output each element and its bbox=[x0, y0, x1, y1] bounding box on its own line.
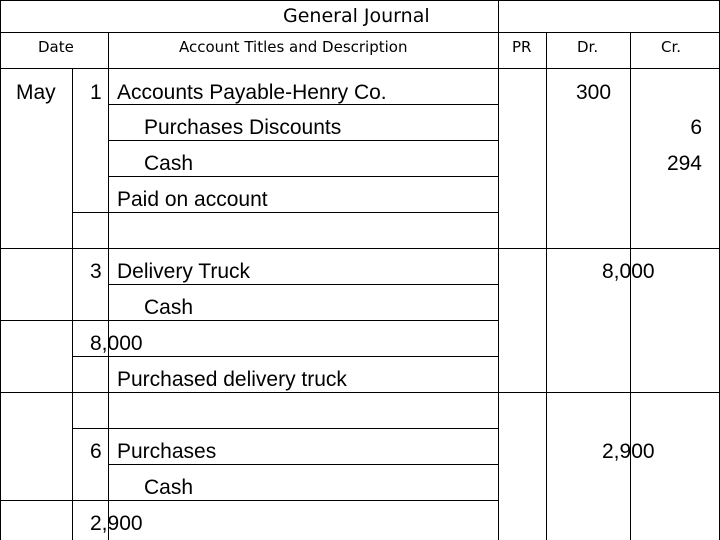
credit-account: Cash bbox=[144, 296, 194, 319]
credit-amount: 2,900 bbox=[90, 512, 143, 535]
entry-description: Paid on account bbox=[117, 188, 268, 211]
debit-account: Accounts Payable-Henry Co. bbox=[117, 81, 387, 104]
credit-amount: 6 bbox=[690, 116, 702, 139]
grid-line bbox=[546, 32, 547, 540]
entry-description: Purchased delivery truck bbox=[117, 368, 347, 391]
debit-amount: 300 bbox=[576, 81, 612, 104]
credit-account: Cash bbox=[144, 152, 194, 175]
entry-day: 6 bbox=[90, 440, 102, 463]
grid-line bbox=[108, 464, 498, 465]
grid-line bbox=[498, 0, 499, 540]
grid-line bbox=[108, 284, 498, 285]
journal-title: General Journal bbox=[283, 5, 430, 27]
entry-day: 1 bbox=[90, 81, 102, 104]
grid-line bbox=[0, 320, 498, 321]
debit-column-header: Dr. bbox=[577, 38, 599, 56]
grid-line bbox=[108, 32, 109, 540]
grid-line bbox=[72, 428, 498, 429]
debit-account: Delivery Truck bbox=[117, 260, 251, 283]
grid-line bbox=[72, 356, 498, 357]
month-label: May bbox=[16, 81, 56, 104]
pr-column-header: PR bbox=[512, 38, 532, 56]
grid-line bbox=[108, 140, 498, 141]
grid-line bbox=[630, 32, 631, 540]
credit-amount: 8,000 bbox=[90, 332, 143, 355]
credit-column-header: Cr. bbox=[661, 38, 682, 56]
entry-day: 3 bbox=[90, 260, 102, 283]
grid-line bbox=[0, 0, 1, 540]
credit-account: Purchases Discounts bbox=[144, 116, 342, 139]
debit-amount: 2,900 bbox=[602, 440, 655, 463]
credit-account: Cash bbox=[144, 476, 194, 499]
grid-line bbox=[0, 0, 720, 1]
grid-line bbox=[72, 212, 498, 213]
account-column-header: Account Titles and Description bbox=[179, 38, 408, 56]
grid-line bbox=[72, 68, 73, 540]
grid-line bbox=[108, 104, 498, 105]
date-column-header: Date bbox=[38, 38, 74, 56]
grid-line bbox=[0, 500, 498, 501]
debit-account: Purchases bbox=[117, 440, 217, 463]
credit-amount: 294 bbox=[666, 152, 702, 175]
debit-amount: 8,000 bbox=[602, 260, 655, 283]
grid-line bbox=[108, 176, 498, 177]
